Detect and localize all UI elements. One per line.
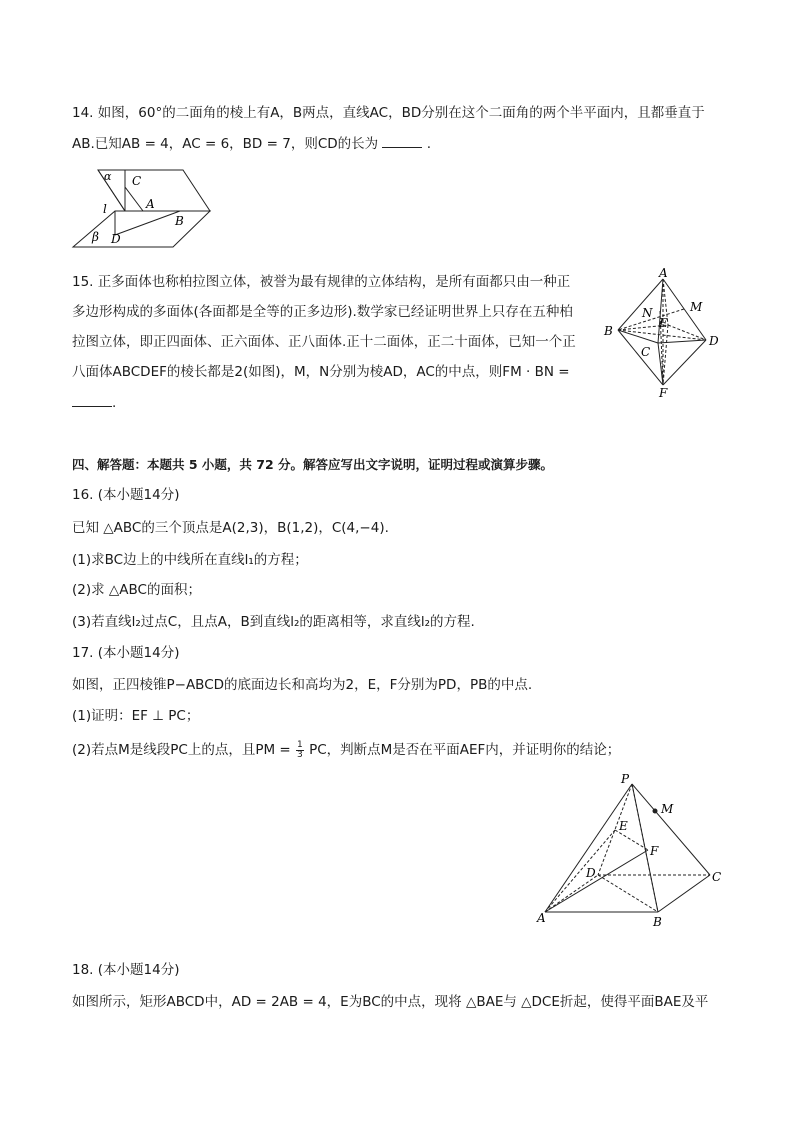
q14-label-beta: β [92,230,99,244]
q15-label-B: B [604,324,613,338]
q14-label-B: B [175,214,184,228]
q17-pyramid-figure [535,770,730,930]
q14-label-A: A [146,197,155,211]
q14-answer-blank [382,133,422,148]
q16-part2: (2)求 △ABC的面积； [72,582,201,598]
q17-label-P: P [621,772,630,786]
q17-fraction-numerator: 1 [297,739,303,750]
q15-line3: 拉图立体，即正四面体、正六面体、正八面体.正十二面体，正二十面体，已知一个正 [72,334,576,350]
q17-label-F: F [650,844,659,858]
q15-label-E: E [659,316,668,330]
q17-point-M [653,809,658,814]
q14-line1: 14. 如图，60°的二面角的棱上有A，B两点，直线AC，BD分别在这个二面角的两个半平面内，且都垂直于 [72,105,705,121]
q17-part1: (1)证明：EF ⊥ PC； [72,708,200,724]
q14-dihedral-figure [68,165,218,250]
q15-line1: 15. 正多面体也称柏拉图立体，被誉为最有规律的立体结构，是所有面都只由一种正 [72,274,571,290]
q14-label-l: l [103,202,107,216]
q17-fraction [296,741,304,760]
q15-label-D: D [709,334,719,348]
q18-intro: 如图所示，矩形ABCD中，AD = 2AB = 4，E为BC的中点，现将 △BAE与 △DCE折起，使得平面BAE及平 [72,994,709,1010]
section-4-heading: 四、解答题：本题共 5 小题，共 72 分。解答应写出文字说明，证明过程或演算步骤。 [72,457,554,472]
q17-label-D: D [586,866,596,880]
q14-label-alpha: α [104,170,112,183]
q17-label-M: M [661,802,674,816]
q17-label-C: C [712,870,722,884]
q15-octahedron-figure [598,265,728,400]
q17-heading: 17. (本小题14分) [72,645,180,661]
q15-line5-end: . [112,395,117,411]
q16-part3: (3)若直线l₂过点C，且点A，B到直线l₂的距离相等，求直线l₂的方程. [72,614,475,630]
q18-heading: 18. (本小题14分) [72,962,180,978]
q15-line5 [72,392,116,413]
q17-label-E: E [619,819,628,833]
q17-label-B: B [653,915,662,929]
q15-label-M: M [690,300,703,314]
q17-part2-text-a: (2)若点M是线段PC上的点，且PM = [72,742,291,758]
q17-part2 [72,740,620,760]
q15-label-F: F [659,386,668,400]
q17-fraction-denominator: 3 [297,749,303,760]
q17-label-A: A [537,911,546,925]
q15-label-A: A [659,266,668,280]
q15-line2: 多边形构成的多面体(各面都是全等的正多边形).数学家已经证明世界上只存在五种柏 [72,304,573,320]
q17-intro: 如图，正四棱锥P−ABCD的底面边长和高均为2，E，F分别为PD，PB的中点. [72,677,533,693]
q15-label-C: C [641,345,651,359]
q15-label-N: N [642,306,653,320]
q16-part1: (1)求BC边上的中线所在直线l₁的方程； [72,552,308,568]
q16-heading: 16. (本小题14分) [72,487,180,503]
q15-answer-blank [72,392,112,407]
q14-line2-text: AB.已知AB = 4，AC = 6，BD = 7，则CD的长为 [72,136,379,152]
q14-label-C: C [132,174,142,188]
q14-line2-end: . [426,136,432,152]
q14-label-D: D [111,232,121,246]
q17-part2-text-b: PC，判断点M是否在平面AEF内，并证明你的结论； [309,742,621,758]
q15-line4: 八面体ABCDEF的棱长都是2(如图)，M，N分别为棱AD，AC的中点，则FM · BN = [72,364,570,380]
q14-line2 [72,133,431,154]
q16-intro: 已知 △ABC的三个顶点是A(2,3)，B(1,2)，C(4,−4). [72,520,389,536]
